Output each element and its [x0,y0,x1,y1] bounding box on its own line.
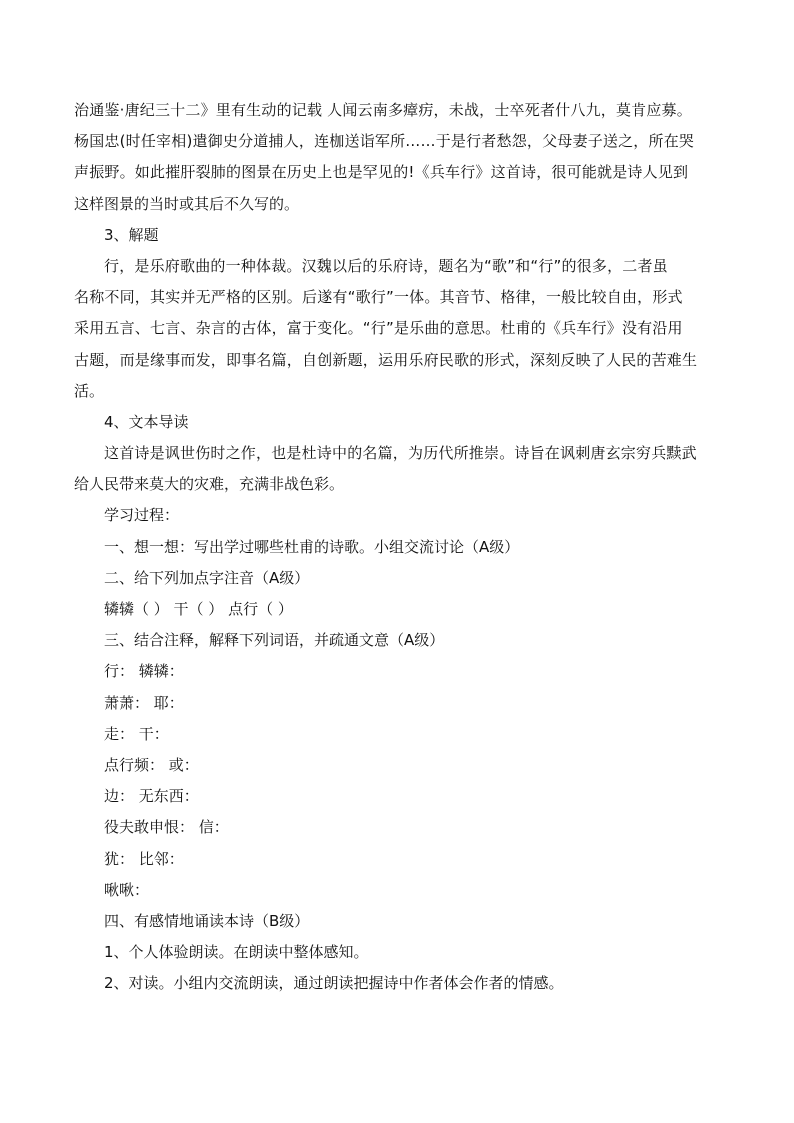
pinyin-blanks: 辚辚（ ） 干（ ） 点行（ ） [104,600,293,618]
vocab-list [74,656,724,906]
vocab-line: 边： 无东西： [104,787,199,806]
process-heading: 学习过程： [104,506,180,525]
text-line: 声振野。如此摧肝裂肺的图景在历史上也是罕见的!《兵车行》这首诗，很可能就是诗人见到 [74,163,689,182]
section4-paragraph [74,438,724,500]
task-item-4: 四、有感情地诵读本诗（B级） [104,911,310,930]
vocab-line: 犹： 比邻： [104,849,184,868]
document-page [74,95,724,999]
vocab-line: 啾啾： [104,880,150,899]
text-line: 给人民带来莫大的灾难，充满非战色彩。 [74,475,345,494]
task-item-1: 一、想一想：写出学过哪些杜甫的诗歌。小组交流讨论（A级） [104,537,520,556]
task-item-2: 二、给下列加点字注音（A级） [104,568,310,587]
text-line: 活。 [74,381,105,400]
task-item-3: 三、结合注释，解释下列词语，并疏通文意（A级） [104,631,445,650]
section-heading-3: 3、解题 [104,225,159,244]
text-line: 这首诗是讽世伤时之作，也是杜诗中的名篇，为历代所推崇。诗旨在讽刺唐玄宗穷兵黩武 [104,444,697,463]
intro-paragraph [74,95,724,220]
section-heading-4: 4、文本导读 [104,412,189,431]
vocab-line: 行： 辚辚： [104,662,184,681]
text-line: 治通鉴·唐纪三十二》里有生动的记载 人闻云南多瘴疠，未战，士卒死者什八九，莫肯应募。 [74,101,692,119]
vocab-line: 萧萧： 耶： [104,693,184,712]
text-line: 采用五言、七言、杂言的古体，富于变化。“行”是乐曲的意思。杜甫的《兵车行》没有沿用 [74,319,683,338]
vocab-line: 役夫敢申恨： 信： [104,818,229,837]
subtask-2: 2、对读。小组内交流朗读，通过朗读把握诗中作者体会作者的情感。 [104,974,564,993]
subtask-1: 1、个人体验朗读。在朗读中整体感知。 [104,943,369,962]
vocab-line: 走： 干： [104,724,169,743]
text-line: 杨国忠(时任宰相)遣御史分道捕人，连枷送诣军所……于是行者愁怨，父母妻子送之，所在哭 [74,132,695,151]
text-line: 这样图景的当时或其后不久写的。 [74,194,300,213]
text-line: 名称不同，其实并无严格的区别。后遂有“歌行”一体。其音节、格律，一般比较自由，形式 [74,288,683,307]
vocab-line: 点行频： 或： [104,755,199,774]
text-line: 行，是乐府歌曲的一种体裁。汉魏以后的乐府诗，题名为“歌”和“行”的很多，二者虽 [104,256,668,275]
section3-paragraph [74,251,724,407]
text-line: 古题，而是缘事而发，即事名篇，自创新题，运用乐府民歌的形式，深刻反映了人民的苦难生 [74,350,698,369]
